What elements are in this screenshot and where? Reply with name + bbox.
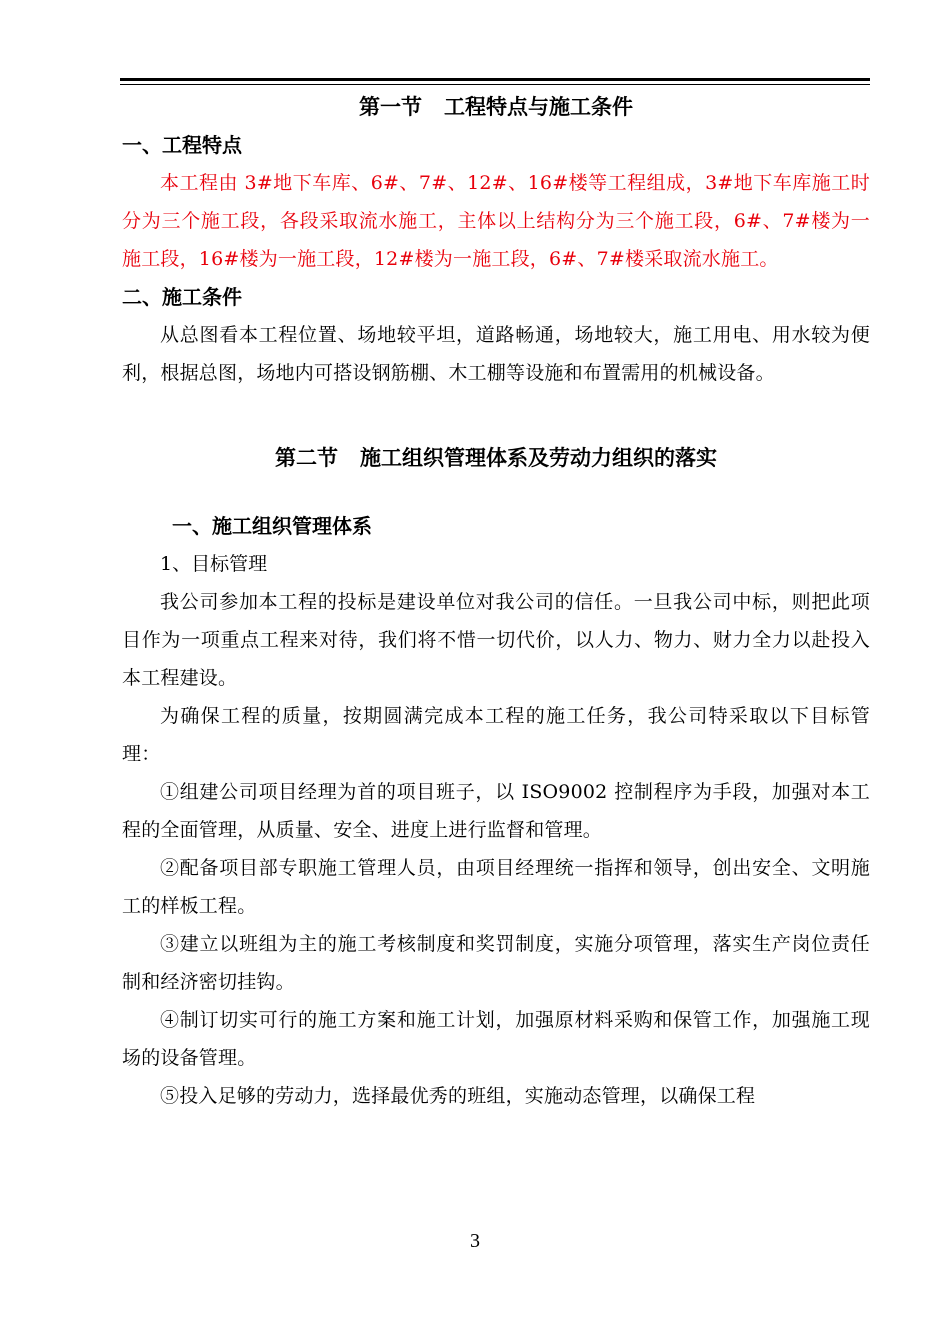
document-body	[122, 88, 870, 1115]
spacer	[122, 392, 870, 439]
page-number: 3	[470, 1230, 480, 1252]
section-2-subheading-target: 1、目标管理	[160, 553, 268, 575]
section-2-paragraph-bid: 我公司参加本工程的投标是建设单位对我公司的信任。一旦我公司中标，则把此项目作为一项重点工程来对待，我们将不惜一切代价，以人力、物力、财力全力以赴投入本工程建设。	[122, 591, 870, 689]
header-rule-thick	[120, 78, 870, 81]
spacer	[122, 477, 870, 507]
section-1-features-paragraph: 本工程由 3#地下车库、6#、7#、12#、16#楼等工程组成，3#地下车库施工时分为三个施工段，各段采取流水施工，主体以上结构分为三个施工段，6#、7#楼为一施工段，16#楼为一施工段，12#楼为一施工段，6#、7#楼采取流水施工。	[122, 172, 870, 270]
header-rule-thin	[120, 84, 870, 85]
section-2-item-1: ①组建公司项目经理为首的项目班子，以 ISO9002 控制程序为手段，加强对本工程的全面管理，从质量、安全、进度上进行监督和管理。	[122, 781, 870, 841]
section-1-conditions-paragraph: 从总图看本工程位置、场地较平坦，道路畅通，场地较大，施工用电、用水较为便利，根据总图，场地内可搭设钢筋棚、木工棚等设施和布置需用的机械设备。	[122, 324, 870, 384]
section-2-item-5: ⑤投入足够的劳动力，选择最优秀的班组，实施动态管理，以确保工程	[160, 1085, 756, 1107]
section-2-item-4: ④制订切实可行的施工方案和施工计划，加强原材料采购和保管工作，加强施工现场的设备管理。	[122, 1009, 870, 1069]
section-1-heading-features: 一、工程特点	[122, 133, 242, 157]
section-2-heading-management: 一、施工组织管理体系	[172, 514, 372, 538]
section-2-title: 第二节 施工组织管理体系及劳动力组织的落实	[275, 446, 717, 470]
section-2-paragraph-quality: 为确保工程的质量，按期圆满完成本工程的施工任务，我公司特采取以下目标管理：	[122, 705, 870, 765]
section-2-item-3: ③建立以班组为主的施工考核制度和奖罚制度，实施分项管理，落实生产岗位责任制和经济密切挂钩。	[122, 933, 870, 993]
section-1-heading-conditions: 二、施工条件	[122, 285, 242, 309]
section-1-title: 第一节 工程特点与施工条件	[359, 95, 633, 119]
section-2-item-2: ②配备项目部专职施工管理人员，由项目经理统一指挥和领导，创出安全、文明施工的样板工程。	[122, 857, 870, 917]
